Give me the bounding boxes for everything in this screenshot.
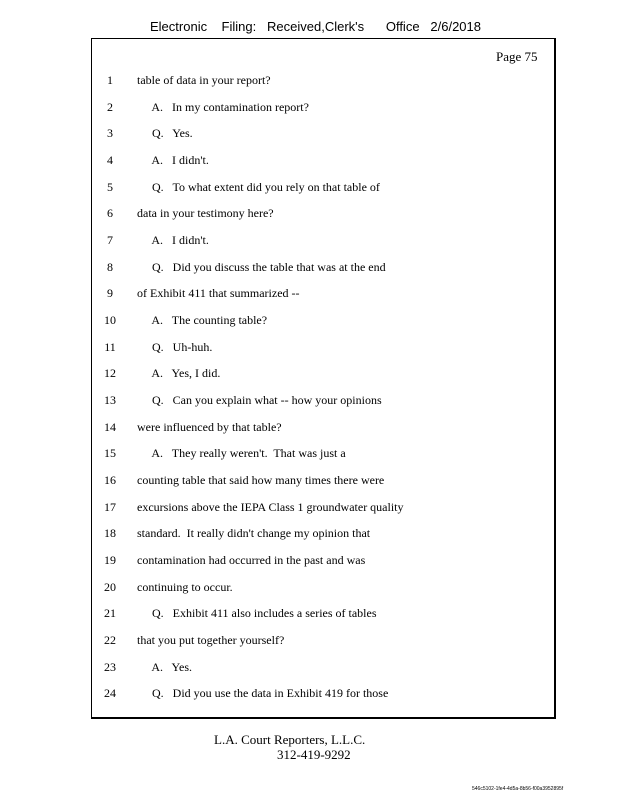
line-number: 22 — [104, 633, 116, 647]
transcript-line: counting table that said how many times there were — [137, 473, 385, 487]
line-number: 4 — [107, 153, 113, 167]
transcript-line: A. They really weren't. That was just a — [137, 446, 346, 460]
line-number: 16 — [104, 473, 116, 487]
court-reporter-name: L.A. Court Reporters, L.L.C. — [214, 732, 366, 747]
line-number: 1 — [107, 73, 113, 87]
line-number: 7 — [107, 233, 113, 247]
line-number: 23 — [104, 660, 116, 674]
transcript-line: Q. Can you explain what -- how your opinions — [137, 393, 382, 407]
line-number: 8 — [107, 260, 113, 274]
filing-stamp: Electronic Filing: Received,Clerk's Office 2/6/2018 — [150, 19, 481, 34]
transcript-line: A. Yes. — [137, 660, 193, 674]
court-reporter-phone: 312-419-9292 — [277, 747, 351, 762]
line-number: 20 — [104, 580, 116, 594]
transcript-line: Q. Exhibit 411 also includes a series of tables — [137, 606, 377, 620]
transcript-line: Q. Yes. — [137, 126, 193, 140]
line-number: 17 — [104, 500, 116, 514]
transcript-line: Q. Uh-huh. — [137, 340, 213, 354]
transcript-line: continuing to occur. — [137, 580, 233, 594]
line-number: 2 — [107, 100, 113, 114]
line-number: 24 — [104, 686, 116, 700]
transcript-line: A. I didn't. — [137, 233, 209, 247]
transcript-line: standard. It really didn't change my opinion that — [137, 526, 371, 540]
transcript-line: contamination had occurred in the past and was — [137, 553, 366, 567]
line-number: 5 — [107, 180, 113, 194]
transcript-line: A. The counting table? — [137, 313, 268, 327]
line-number: 3 — [107, 126, 113, 140]
line-number: 21 — [104, 606, 116, 620]
line-number: 15 — [104, 446, 116, 460]
line-number: 9 — [107, 286, 113, 300]
line-number: 14 — [104, 420, 116, 434]
line-number: 6 — [107, 206, 113, 220]
transcript-line: Q. To what extent did you rely on that table of — [137, 180, 380, 194]
transcript-line: Q. Did you use the data in Exhibit 419 for those — [137, 686, 389, 700]
transcript-line: excursions above the IEPA Class 1 groundwater quality — [137, 500, 404, 514]
transcript-line: A. In my contamination report? — [137, 100, 309, 114]
transcript-line: of Exhibit 411 that summarized -- — [137, 286, 300, 300]
transcript-line: table of data in your report? — [137, 73, 271, 87]
line-number: 18 — [104, 526, 116, 540]
transcript-line: data in your testimony here? — [137, 206, 274, 220]
line-number: 13 — [104, 393, 116, 407]
transcript-line: A. Yes, I did. — [137, 366, 221, 380]
transcript-line: Q. Did you discuss the table that was at the end — [137, 260, 386, 274]
document-id: 546c5102-1fe4-4d5a-8b56-f00a3952895f — [472, 786, 564, 792]
transcript-line: A. I didn't. — [137, 153, 209, 167]
page-number: Page 75 — [496, 49, 538, 64]
line-number: 19 — [104, 553, 116, 567]
line-number: 12 — [104, 366, 116, 380]
line-number: 11 — [104, 340, 116, 354]
line-number: 10 — [104, 313, 116, 327]
transcript-line: that you put together yourself? — [137, 633, 285, 647]
transcript-line: were influenced by that table? — [137, 420, 282, 434]
